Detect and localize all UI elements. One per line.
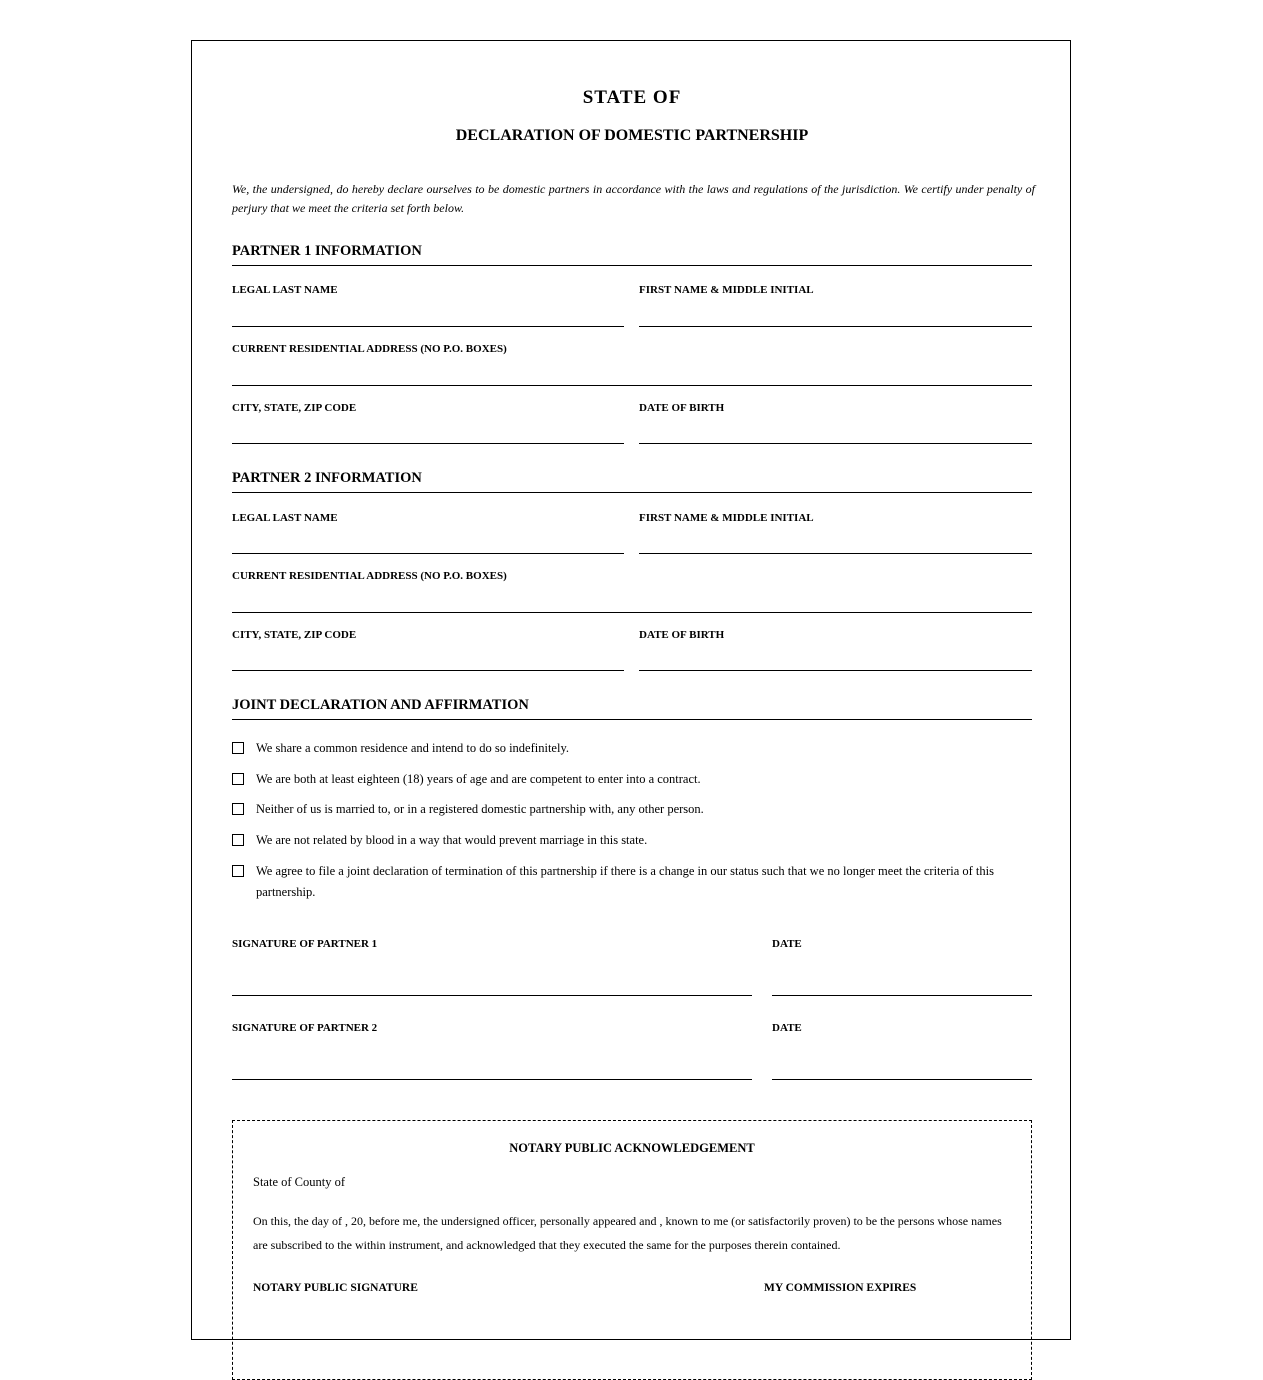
notary-title: NOTARY PUBLIC ACKNOWLEDGEMENT xyxy=(509,1141,755,1155)
partner1-signature-line xyxy=(232,995,752,996)
partner2-last-name-field[interactable] xyxy=(232,512,624,556)
partner1-date-label: DATE xyxy=(772,938,802,950)
partner2-heading: PARTNER 2 INFORMATION xyxy=(232,470,1032,493)
affirmation-item-text: We are not related by blood in a way that would prevent marriage in this state. xyxy=(256,833,648,847)
partner2-dob-label: DATE OF BIRTH xyxy=(639,629,725,641)
age-checkbox[interactable] xyxy=(232,773,244,785)
affirmation-item-text: We agree to file a joint declaration of termination of this partnership if there is a change in our status such that we no longer meet the criteria of this partnership. xyxy=(256,864,994,899)
partner2-city-label: CITY, STATE, ZIP CODE xyxy=(232,629,357,641)
partner1-first-name-label: FIRST NAME & MIDDLE INITIAL xyxy=(639,284,814,296)
partner2-address-label: CURRENT RESIDENTIAL ADDRESS (NO P.O. BOXES) xyxy=(232,570,507,582)
partner2-last-name-line xyxy=(232,553,624,554)
partner2-address-field[interactable] xyxy=(232,570,1032,614)
partner2-date-label: DATE xyxy=(772,1022,802,1034)
document-subtitle: DECLARATION OF DOMESTIC PARTNERSHIP xyxy=(455,127,809,144)
affirmation-item-text: Neither of us is married to, or in a registered domestic partnership with, any other person. xyxy=(256,802,704,816)
partner2-dob-line xyxy=(639,670,1032,671)
partner2-signature-label: SIGNATURE OF PARTNER 2 xyxy=(232,1022,378,1034)
partner1-dob-line xyxy=(639,443,1032,444)
notary-state-line: State of County of xyxy=(253,1175,346,1189)
partner1-address-line xyxy=(232,385,1032,386)
document-title: STATE OF xyxy=(582,87,682,108)
intro-paragraph: We, the undersigned, do hereby declare ourselves to be domestic partners in accordance with the laws and regulations of the jurisdiction. We certify under penalty of perjury that we meet the criteria set forth below. xyxy=(232,182,1035,215)
document-page xyxy=(191,40,1071,1340)
partner2-last-name-label: LEGAL LAST NAME xyxy=(232,512,338,524)
notary-body: On this, the day of , 20, before me, the undersigned officer, personally appeared and , known to me (or satisfactorily proven) to be the persons whose names are subscribed to the within instrument, and acknowledged that they executed the same for the purposes therein contained. xyxy=(253,1214,1002,1252)
affirmation-item-text: We are both at least eighteen (18) years of age and are competent to enter into a contract. xyxy=(256,772,701,786)
not-related-checkbox[interactable] xyxy=(232,834,244,846)
not-married-checkbox[interactable] xyxy=(232,803,244,815)
partner1-last-name-line xyxy=(232,326,624,327)
partner1-city-line xyxy=(232,443,624,444)
notary-box xyxy=(232,1120,1032,1380)
partner1-dob-field[interactable] xyxy=(639,402,1032,446)
partner2-signature-line xyxy=(232,1079,752,1080)
partner1-first-name-line xyxy=(639,326,1032,327)
affirmation-heading: JOINT DECLARATION AND AFFIRMATION xyxy=(232,697,1032,720)
partner1-signature-label: SIGNATURE OF PARTNER 1 xyxy=(232,938,378,950)
partner2-date-line xyxy=(772,1079,1032,1080)
notary-commission-label: MY COMMISSION EXPIRES xyxy=(764,1282,917,1294)
partner2-first-name-field[interactable] xyxy=(639,512,1032,556)
residence-checkbox[interactable] xyxy=(232,742,244,754)
partner1-date-field[interactable] xyxy=(772,938,1032,998)
partner1-first-name-field[interactable] xyxy=(639,284,1032,328)
partner2-dob-field[interactable] xyxy=(639,629,1032,673)
partner1-last-name-label: LEGAL LAST NAME xyxy=(232,284,338,296)
partner2-first-name-label: FIRST NAME & MIDDLE INITIAL xyxy=(639,512,814,524)
partner2-date-field[interactable] xyxy=(772,1022,1032,1082)
partner2-city-field[interactable] xyxy=(232,629,624,673)
partner2-address-line xyxy=(232,612,1032,613)
partner1-last-name-field[interactable] xyxy=(232,284,624,328)
partner1-city-field[interactable] xyxy=(232,402,624,446)
partner1-address-label: CURRENT RESIDENTIAL ADDRESS (NO P.O. BOXES) xyxy=(232,343,507,355)
partner1-signature-field[interactable] xyxy=(232,938,752,998)
partner1-city-label: CITY, STATE, ZIP CODE xyxy=(232,402,357,414)
affirmation-item-text: We share a common residence and intend to do so indefinitely. xyxy=(256,741,570,755)
partner1-dob-label: DATE OF BIRTH xyxy=(639,402,725,414)
partner1-date-line xyxy=(772,995,1032,996)
partner1-address-field[interactable] xyxy=(232,343,1032,387)
notary-signature-label: NOTARY PUBLIC SIGNATURE xyxy=(253,1282,418,1294)
partner2-signature-field[interactable] xyxy=(232,1022,752,1082)
partner2-first-name-line xyxy=(639,553,1032,554)
partner2-city-line xyxy=(232,670,624,671)
termination-checkbox[interactable] xyxy=(232,865,244,877)
partner1-heading: PARTNER 1 INFORMATION xyxy=(232,243,1032,266)
